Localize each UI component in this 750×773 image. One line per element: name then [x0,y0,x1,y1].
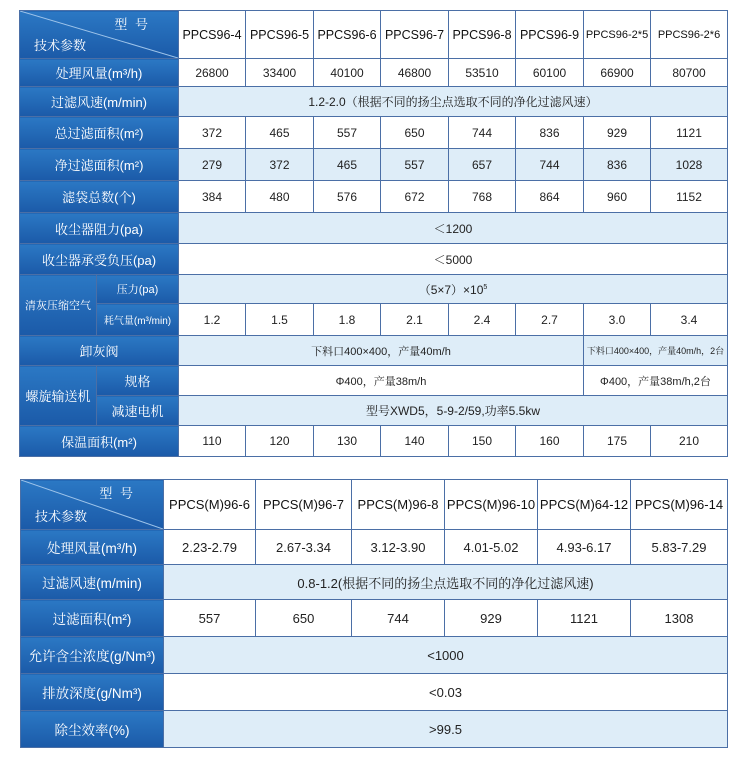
value-cell: 1152 [651,181,728,213]
value-cell: 0.8-1.2(根据不同的扬尘点选取不同的净化过滤风速) [164,565,728,600]
table-row [20,244,728,275]
row-label: 收尘器承受负压(pa) [20,244,179,275]
value-cell: 465 [314,149,381,181]
value-cell: ＜5000 [179,244,728,275]
value-cell: 650 [381,117,449,149]
value-cell: 160 [516,426,584,457]
row-label: 允许含尘浓度(g/Nm³) [21,637,164,674]
value-cell: <0.03 [164,674,728,711]
table-row [21,711,728,748]
row-label: 保温面积(m²) [20,426,179,457]
table-row [20,87,728,117]
value-cell: 2.4 [449,304,516,336]
row-label: 卸灰阀 [20,336,179,366]
value-cell: ＜1200 [179,213,728,244]
value-cell: 1121 [651,117,728,149]
table-row [21,674,728,711]
value-cell: 465 [246,117,314,149]
value-cell: 175 [584,426,651,457]
header-model-label: 型 号 [114,17,150,32]
value-cell: 1121 [538,600,631,637]
spec-table-ppcs96 [19,10,728,457]
row-sublabel: 减速电机 [97,396,179,426]
value-cell: 557 [164,600,256,637]
model-cell: PPCS96-8 [449,11,516,59]
row-label: 净过滤面积(m²) [20,149,179,181]
value-cell: 型号XWD5，5-9-2/59,功率5.5kw [179,396,728,426]
table-row [20,304,728,336]
value-cell: 210 [651,426,728,457]
value-cell: 40100 [314,59,381,87]
header-corner-cell [20,11,179,59]
model-cell: PPCS96-2*6 [651,11,728,59]
table-row [20,149,728,181]
model-cell: PPCS(M)96-10 [445,480,538,530]
row-group-label: 螺旋输送机 [20,366,97,426]
value-cell: 150 [449,426,516,457]
table-row [20,426,728,457]
value-cell: 1028 [651,149,728,181]
model-cell: PPCS(M)96-14 [631,480,728,530]
row-group-label: 清灰压缩空气 [20,275,97,336]
value-cell: 80700 [651,59,728,87]
value-cell: 384 [179,181,246,213]
value-cell: 2.7 [516,304,584,336]
value-cell: 120 [246,426,314,457]
value-cell: 1.8 [314,304,381,336]
row-label: 总过滤面积(m²) [20,117,179,149]
value-cell: 5.83-7.29 [631,530,728,565]
model-cell: PPCS(M)96-7 [256,480,352,530]
value-cell: 1308 [631,600,728,637]
value-cell: 557 [314,117,381,149]
value-cell: <1000 [164,637,728,674]
value-cell: 46800 [381,59,449,87]
value-cell: 3.4 [651,304,728,336]
table-row [20,275,728,304]
value-cell: Φ400，产量38m/h,2台 [584,366,728,396]
value-cell: 60100 [516,59,584,87]
row-label: 除尘效率(%) [21,711,164,748]
row-sublabel: 压力(pa) [97,275,179,304]
table-row [21,565,728,600]
pressure-value: （5×7）×10 [418,282,484,297]
value-cell: 864 [516,181,584,213]
value-cell: 66900 [584,59,651,87]
row-sublabel: 规格 [97,366,179,396]
value-cell: 372 [246,149,314,181]
value-cell: 2.67-3.34 [256,530,352,565]
row-label: 处理风量(m³/h) [20,59,179,87]
table-row [20,181,728,213]
value-cell: 1.2 [179,304,246,336]
value-cell: 836 [516,117,584,149]
value-cell: 672 [381,181,449,213]
row-label: 过滤面积(m²) [21,600,164,637]
model-cell: PPCS96-2*5 [584,11,651,59]
value-cell: 960 [584,181,651,213]
value-cell: 1.5 [246,304,314,336]
model-cell: PPCS96-5 [246,11,314,59]
pressure-exponent: 5 [483,283,488,291]
table-row [20,117,728,149]
value-cell: 650 [256,600,352,637]
value-cell: 下料口400×400，产量40m/h [179,336,584,366]
table-row [20,59,728,87]
header-corner-cell [21,480,164,530]
value-cell: 2.23-2.79 [164,530,256,565]
value-cell: 4.01-5.02 [445,530,538,565]
header-params-label: 技术参数 [35,509,88,524]
header-model-label: 型 号 [99,486,135,501]
value-cell: 657 [449,149,516,181]
value-cell: 480 [246,181,314,213]
value-cell: >99.5 [164,711,728,748]
model-cell: PPCS(M)96-6 [164,480,256,530]
value-cell [179,275,728,304]
value-cell: 130 [314,426,381,457]
model-cell: PPCS(M)96-8 [352,480,445,530]
row-label: 收尘器阻力(pa) [20,213,179,244]
model-cell: PPCS96-6 [314,11,381,59]
table-row [20,213,728,244]
value-cell: Φ400，产量38m/h [179,366,584,396]
table-row [20,336,728,366]
value-cell: 279 [179,149,246,181]
model-cell: PPCS96-7 [381,11,449,59]
value-cell: 4.93-6.17 [538,530,631,565]
header-params-label: 技术参数 [34,38,87,53]
value-cell: 557 [381,149,449,181]
table-row [21,530,728,565]
row-label: 滤袋总数(个) [20,181,179,213]
row-label: 处理风量(m³/h) [21,530,164,565]
value-cell: 744 [449,117,516,149]
value-cell: 140 [381,426,449,457]
model-cell: PPCS96-4 [179,11,246,59]
value-cell: 110 [179,426,246,457]
table-row [21,600,728,637]
table-row [20,396,728,426]
value-cell: 768 [449,181,516,213]
value-cell: 929 [584,117,651,149]
model-header-row [21,480,728,530]
spec-table-ppcs-m [20,479,728,748]
row-label: 过滤风速(m/min) [20,87,179,117]
row-sublabel: 耗气量(m³/min) [97,304,179,336]
value-cell: 26800 [179,59,246,87]
model-header-row [20,11,728,59]
row-label: 排放深度(g/Nm³) [21,674,164,711]
value-cell: 3.0 [584,304,651,336]
value-cell: 1.2-2.0（根据不同的扬尘点选取不同的净化过滤风速） [179,87,728,117]
value-cell: 744 [516,149,584,181]
value-cell: 53510 [449,59,516,87]
value-cell: 3.12-3.90 [352,530,445,565]
value-cell: 836 [584,149,651,181]
model-cell: PPCS96-9 [516,11,584,59]
value-cell: 744 [352,600,445,637]
value-cell: 下料口400×400，产量40m/h，2台 [584,336,728,366]
value-cell: 576 [314,181,381,213]
table-row [20,366,728,396]
table-row [21,637,728,674]
value-cell: 929 [445,600,538,637]
row-label: 过滤风速(m/min) [21,565,164,600]
value-cell: 33400 [246,59,314,87]
value-cell: 372 [179,117,246,149]
value-cell: 2.1 [381,304,449,336]
model-cell: PPCS(M)64-12 [538,480,631,530]
